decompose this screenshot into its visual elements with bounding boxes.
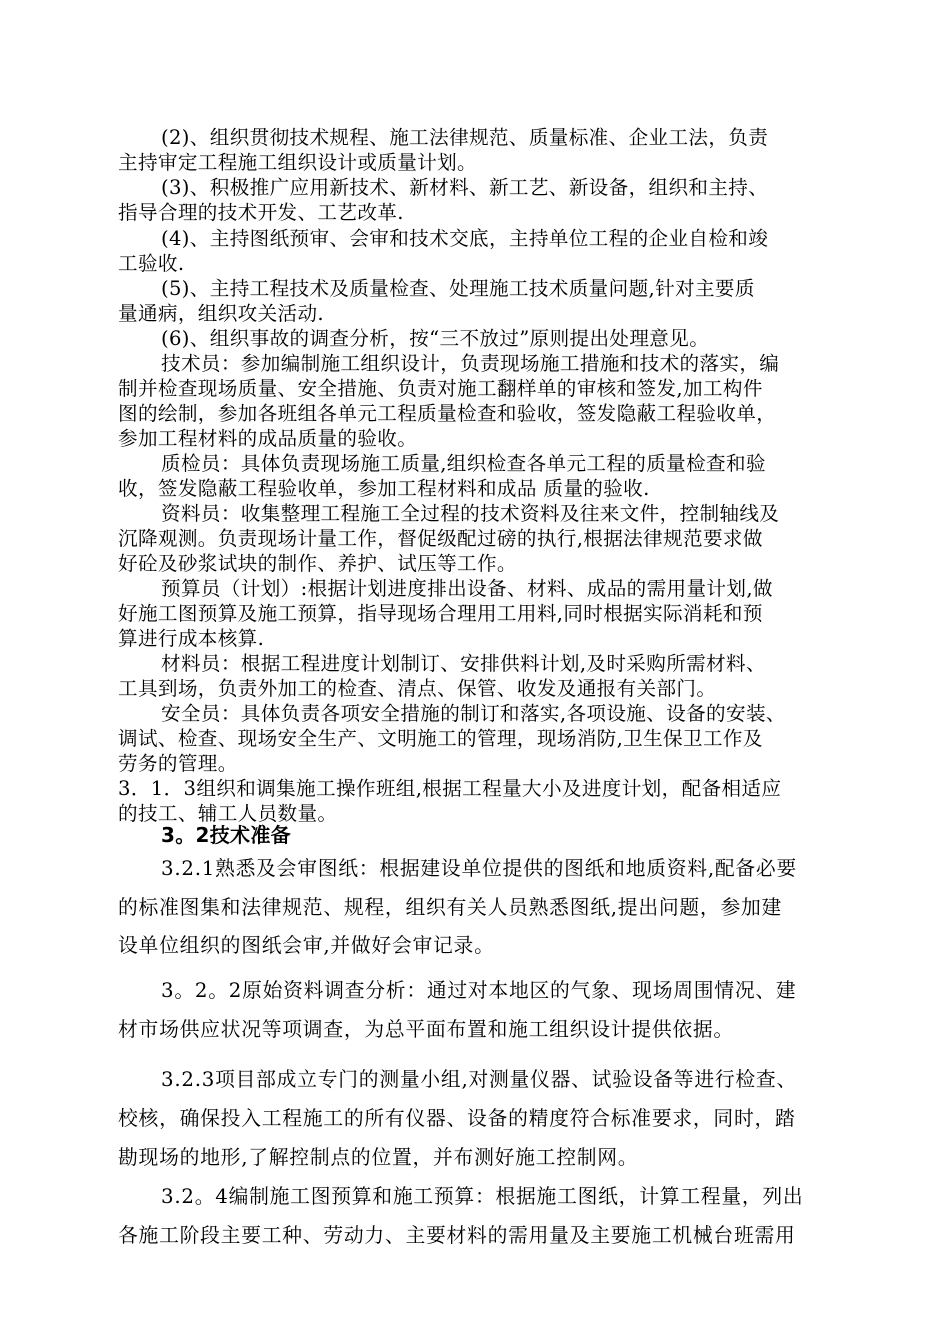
text-line: 各施工阶段主要工种、劳动力、主要材料的需用量及主要施工机械台班需用 (118, 1224, 796, 1247)
text-line: 劳务的管理。 (118, 752, 238, 775)
text-line: 参加工程材料的成品质量的验收。 (118, 427, 418, 450)
text-line: (6)、组织事故的调查分析，按“三不放过”原则提出处理意见。 (161, 327, 710, 350)
text-line: 材料员：根据工程进度计划制订、安排供料计划,及时采购所需材料、 (161, 652, 766, 675)
text-line: 3.2.3项目部成立专门的测量小组,对测量仪器、试验设备等进行检查、 (161, 1068, 797, 1091)
text-line: 制并检查现场质量、安全措施、负责对施工翻样单的审核和签发,加工构件 (118, 377, 763, 400)
text-line: 图的绘制，参加各班组各单元工程质量检查和验收，签发隐蔽工程验收单， (118, 402, 777, 425)
text-line: 预算员（计划）:根据计划进度排出设备、材料、成品的需用量计划,做 (161, 577, 773, 600)
text-line: 3。2。2原始资料调查分析：通过对本地区的气象、现场周围情况、建 (161, 979, 797, 1002)
text-line: 工验收. (118, 252, 185, 275)
text-line: 好砼及砂浆试块的制作、养护、试压等工作。 (118, 552, 517, 575)
text-line: 的技工、辅工人员数量。 (118, 802, 338, 825)
text-line: 沉降观测。负责现场计量工作，督促级配过磅的执行,根据法律规范要求做 (118, 527, 763, 550)
text-line: (4)、主持图纸预审、会审和技术交底，主持单位工程的企业自检和竣 (161, 227, 769, 250)
text-line: (3)、积极推广应用新技术、新材料、新工艺、新设备，组织和主持、 (161, 176, 769, 199)
section-heading: 3。2技术准备 (161, 823, 291, 847)
text-line: 算进行成本核算. (118, 627, 265, 650)
text-line: 主持审定工程施工组织设计或质量计划。 (118, 151, 477, 174)
text-line: 好施工图预算及施工预算，指导现场合理用工用料,同时根据实际消耗和预 (118, 602, 763, 625)
text-line: 3.2.1熟悉及会审图纸：根据建设单位提供的图纸和地质资料,配备必要 (161, 857, 797, 880)
text-line: 技术员：参加编制施工组织设计，负责现场施工措施和技术的落实，编 (161, 352, 780, 375)
text-line: 指导合理的技术开发、工艺改革. (118, 201, 404, 224)
text-line: 工具到场，负责外加工的检查、清点、保管、收发及通报有关部门。 (118, 677, 717, 700)
text-line: 设单位组织的图纸会审,并做好会审记录。 (118, 934, 495, 957)
text-line: 勘现场的地形,了解控制点的位置，并布测好施工控制网。 (118, 1146, 639, 1169)
text-line: 调试、检查、现场安全生产、文明施工的管理，现场消防,卫生保卫工作及 (118, 727, 763, 750)
text-line: 的标准图集和法律规范、规程，组织有关人员熟悉图纸,提出问题，参加建 (118, 896, 783, 919)
text-line: 3．1．3组织和调集施工操作班组,根据工程量大小及进度计划，配备相适应 (118, 777, 782, 800)
text-line: 量通病，组织攻关活动. (118, 302, 325, 325)
text-line: (2)、组织贯彻技术规程、施工法律规范、质量标准、企业工法，负责 (161, 126, 769, 149)
text-line: 安全员：具体负责各项安全措施的制订和落实,各项设施、设备的安装、 (161, 702, 786, 725)
text-line: 材市场供应状况等项调查，为总平面布置和施工组织设计提供依据。 (118, 1018, 734, 1041)
text-line: 3.2。4编制施工图预算和施工预算：根据施工图纸，计算工程量，列出 (161, 1185, 804, 1208)
text-line: 校核，确保投入工程施工的所有仪器、设备的精度符合标准要求，同时，踏 (118, 1107, 796, 1130)
text-line: 质检员：具体负责现场施工质量,组织检查各单元工程的质量检查和验 (161, 452, 766, 475)
text-line: (5)、主持工程技术及质量检查、处理施工技术质量问题,针对主要质 (161, 277, 755, 300)
text-line: 资料员：收集整理工程施工全过程的技术资料及往来文件，控制轴线及 (161, 502, 780, 525)
text-line: 收，签发隐蔽工程验收单，参加工程材料和成品 质量的验收. (118, 477, 650, 500)
